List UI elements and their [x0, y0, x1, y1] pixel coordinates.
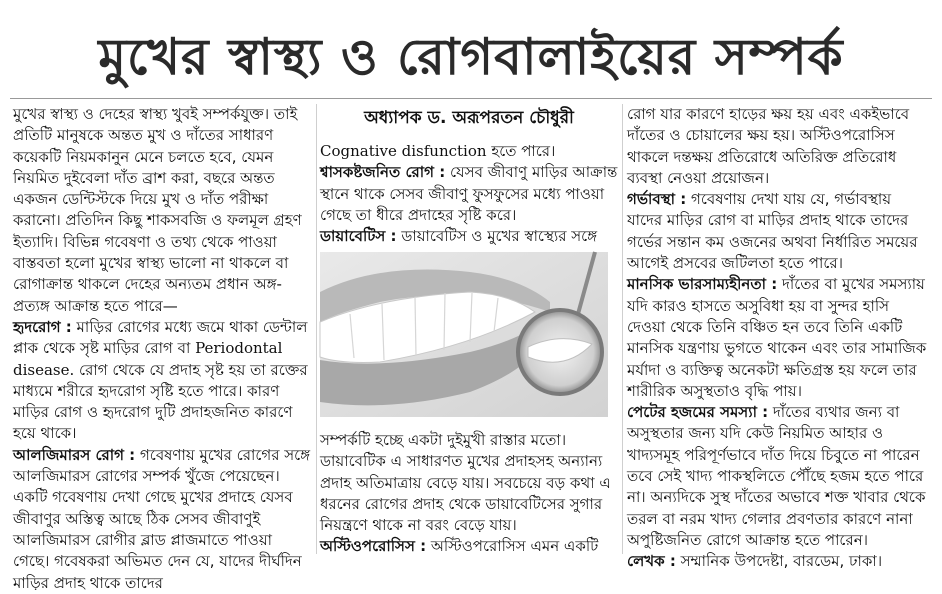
alzheimers-paragraph: [13, 445, 313, 594]
osteoporosis-paragraph: [320, 536, 618, 557]
mental-health-text: দাঁতের বা মুখের সমস্যায় যদি কারও হাসতে অসুবিধা হয় বা সুন্দর হাসি দেওয়া থেকে তিনি বঞ্চিত হন তবে তিনি একটি মানসিক যন্ত্রণায় ভুগতে থাকেন এবং তার সামাজিক মর্যাদা ও ব্যক্তিত্ব অনেকটা ক্ষতিগ্রস্ত হয় ফলে তার শারীরিক অসুস্থতাও বৃদ্ধি পায়।: [627, 275, 927, 400]
column-1: [13, 104, 313, 592]
pregnancy-text: গবেষণায় দেখা যায় যে, গর্ভাবস্থায় যাদের মাড়ির রোগ বা মাড়ির প্রদাহ থাকে তাদের গর্ভের সন্তান কম ওজনের অথবা নির্ধারিত সময়ের আগেই প্রসবের জটিলতা হতে পারে।: [627, 190, 918, 273]
author-credit-heading: লেখক :: [627, 552, 676, 571]
respiratory-heading: শ্বাসকষ্টজনিত রোগ :: [320, 163, 446, 182]
headline-rule: [10, 98, 932, 99]
digestion-text: দাঁতের ব্যথার জন্য বা অসুস্থতার জন্য যদি কেউ নিয়মিত আহার ও খাদ্যসমূহ পরিপূর্ণভাবে দাঁত দিয়ে চিবুতে না পারেন তবে সেই খাদ্য পাকস্থলিতে পৌঁছে হজম হতে পারে না। অন্যদিকে সুস্থ দাঁতের অভাবে শক্ত খাবার থেকে তরল বা নরম খাদ্য গেলার প্রবণতার কারণে নানা অপুষ্টিজনিত রোগে আক্রান্ত হতে পারেন।: [627, 403, 926, 549]
periodontal-term: Periodontal disease.: [13, 339, 283, 379]
heart-disease-paragraph: [13, 317, 313, 445]
diabetes-paragraph: [320, 226, 618, 247]
heart-disease-text-a: মাড়ির রোগের মধ্যে জমে থাকা ডেন্টাল প্লাক থেকে সৃষ্ট মাড়ির রোগ বা: [13, 317, 308, 358]
mental-health-heading: মানসিক ভারসাম্যহীনতা :: [627, 275, 778, 294]
column-3: [627, 104, 927, 571]
pregnancy-heading: গর্ভাবস্থা :: [627, 190, 687, 209]
article-headline: মুখের স্বাস্থ্য ও রোগবালাইয়ের সম্পর্ক: [98, 28, 844, 86]
alzheimers-text: গবেষণায় মুখের রোগের সঙ্গে আলজিমারস রোগের সম্পর্ক খুঁজে পেয়েছেন। একটি গবেষণায় দেখা গেছে মুখের প্রদাহে যেসব জীবাণুর অস্তিত্ব আছে ঠিক সেসব জীবাণুই আলজিমারস রোগীর ব্লাড প্লাজমাতে পাওয়া গেছে। গবেষকরা অভিমত দেন যে, যাদের দীর্ঘদিন মাড়ির প্রদাহ থাকে তাদের: [13, 445, 311, 592]
digestion-paragraph: [627, 402, 927, 551]
respiratory-text: যেসব জীবাণু মাড়ির আক্রান্ত স্থানে থাকে সেসব জীবাণু ফুসফুসের মধ্যে পাওয়া গেছে তা ধীরে প্রদাহের সৃষ্টি করে।: [320, 163, 618, 224]
cognitive-paragraph: [320, 141, 618, 162]
digestion-heading: পেটের হজমের সমস্যা :: [627, 403, 769, 422]
pregnancy-paragraph: [627, 189, 927, 274]
osteoporosis-heading: অস্টিওপরোসিস :: [320, 537, 427, 556]
column-2-top: [320, 141, 618, 251]
cognitive-text: হতে পারে।: [486, 142, 556, 160]
intro-paragraph: মুখের স্বাস্থ্য ও দেহের স্বাস্থ্য খুবই সম্পর্কযুক্ত। তাই প্রতিটি মানুষকে অন্তত মুখ ও দাঁতের সাধারণ কয়েকটি নিয়মকানুন মেনে চলতে হবে, যেমন নিয়মিত দুইবেলা দাঁত ব্রাশ করা, বছরে অন্তত একজন ডেন্টিস্টকে দিয়ে মুখ ও দাঁত পরীক্ষা করানো। প্রতিদিন কিছু শাকসবজি ও ফলমূল গ্রহণ ইত্যাদি। বিভিন্ন গবেষণা ও তথ্য থেকে পাওয়া বাস্তবতা হলো মুখের স্বাস্থ্য ভালো না থাকলে বা রোগাক্রান্ত থাকলে দেহের অন্যতম প্রধান অঙ্গ-প্রত্যঙ্গ আক্রান্ত হতে পারে—: [13, 105, 302, 315]
diabetes-text: ডায়াবেটিস ও মুখের স্বাস্থ্যের সঙ্গে: [396, 227, 598, 246]
alzheimers-heading: আলজিমারস রোগ :: [13, 445, 136, 464]
osteoporosis-continued-paragraph: রোগ যার কারণে হাড়ের ক্ষয় হয় এবং একইভাবে দাঁতের ও চোয়ালের ক্ষয় হয়। অস্টিওপরোসিস থাকলে দন্তক্ষয় প্রতিরোধে অতিরিক্ত প্রতিরোধ ব্যবস্থা নেওয়া প্রয়োজন।: [627, 105, 910, 187]
author-byline: অধ্যাপক ড. অরূপরতন চৌধুরী: [364, 108, 574, 128]
column-divider-2: [622, 104, 623, 554]
heart-disease-heading: হৃদরোগ :: [13, 317, 72, 336]
column-2-bottom: [320, 430, 618, 555]
respiratory-paragraph: [320, 162, 618, 226]
diabetes-heading: ডায়াবেটিস :: [320, 227, 397, 246]
author-credit-paragraph: [627, 551, 927, 572]
column-divider: [316, 104, 317, 554]
osteoporosis-text: অস্টিওপরোসিস এমন একটি: [426, 537, 599, 556]
heart-disease-text-b: রোগ থেকে যে প্রদাহ সৃষ্ট হয় তা রক্তের মাধ্যমে শরীরে হৃদরোগ সৃষ্টি হতে পারে। কারণ মাড়ির রোগ ও হৃদরোগ দুটি প্রদাহজনিত কারণে হয়ে থাকে।: [13, 360, 308, 443]
teeth-illustration: [320, 252, 608, 417]
teeth-mirror-photo: [320, 252, 608, 417]
mental-health-paragraph: [627, 274, 927, 402]
cognitive-term: Cognative disfunction: [320, 142, 487, 160]
diabetes-continued-paragraph: সম্পর্কটি হচ্ছে একটা দুইমুখী রাস্তার মতো। ডায়াবেটিক এ সাধারণত মুখের প্রদাহসহ অন্যান্য প্রদাহ অতিমাত্রায় বেড়ে যায়। সবচেয়ে বড় কথা এ ধরনের রোগের প্রদাহ থেকে ডায়াবেটিসের সুগার নিয়ন্ত্রণে থাকে না বরং বেড়ে যায়।: [320, 431, 611, 535]
author-credit-text: সম্মানিক উপদেষ্টা, বারডেম, ঢাকা।: [675, 552, 883, 571]
